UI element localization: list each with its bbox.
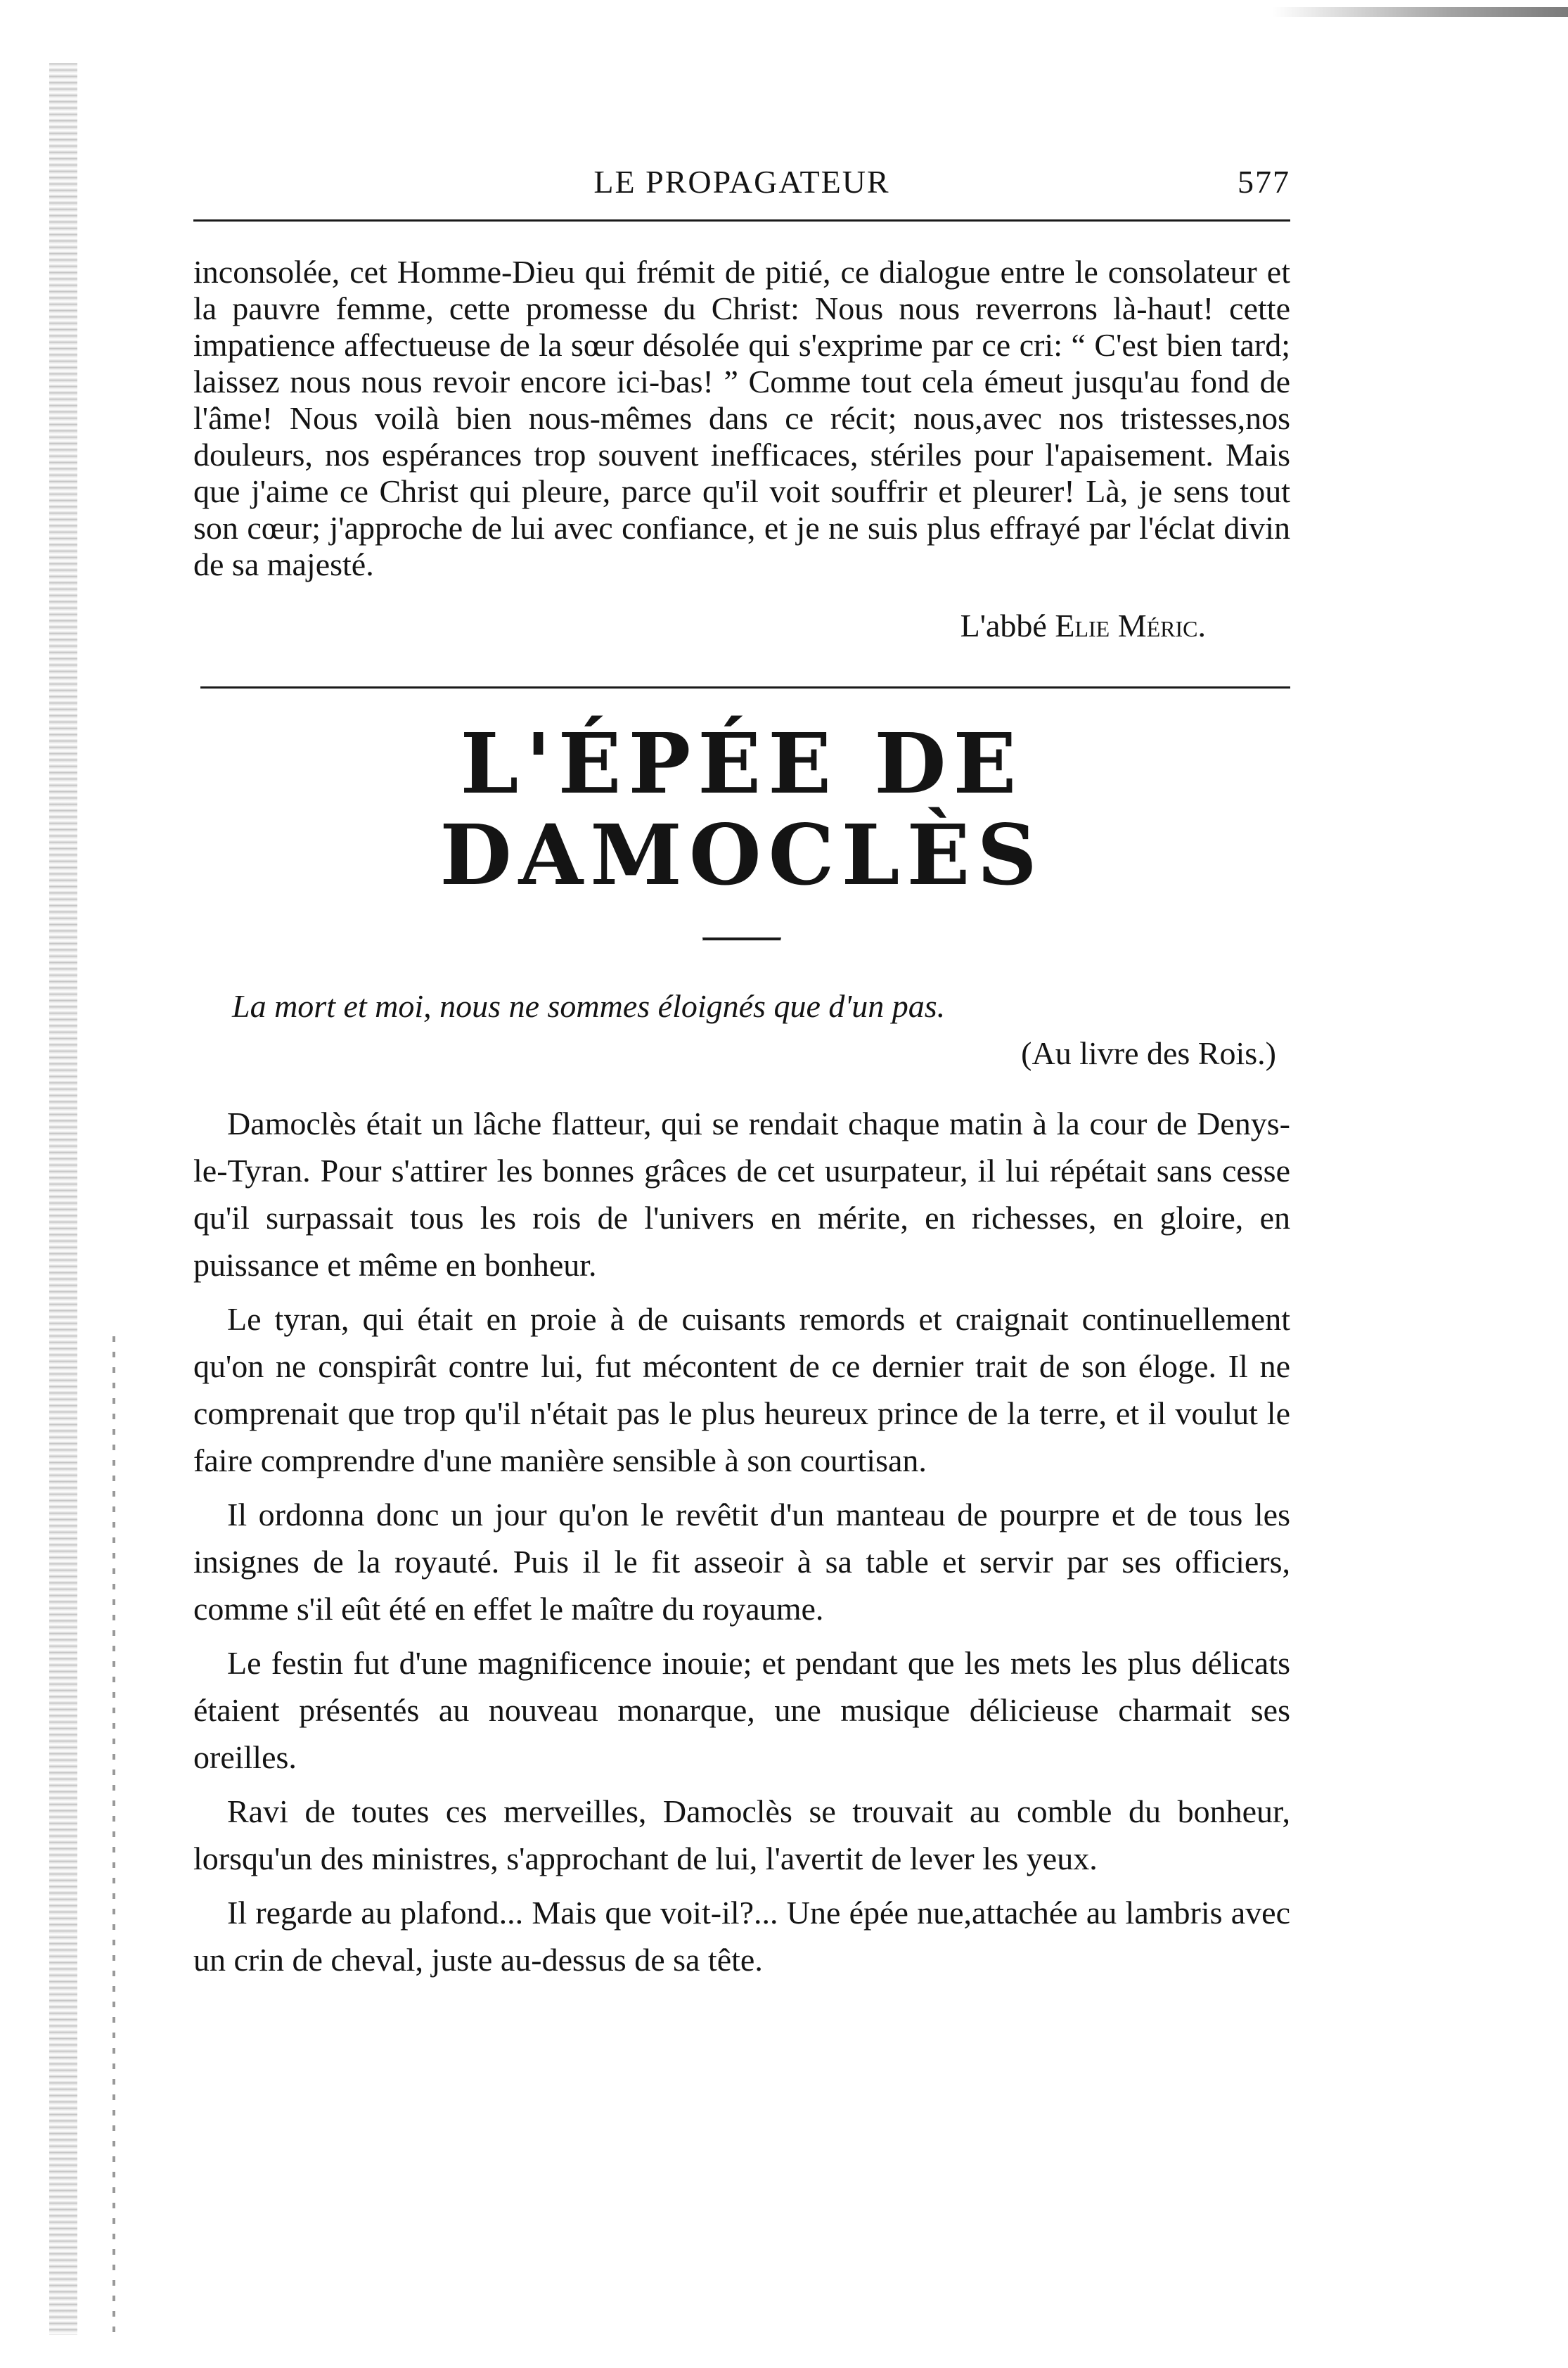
previous-article-ending — [193, 254, 1290, 583]
paragraph: Il regarde au plafond... Mais que voit-il?... Une épée nue,attachée au lambris avec un crin de cheval, juste au-dessus de sa tête. — [193, 1895, 1290, 1978]
paragraph: Damoclès était un lâche flatteur, qui se rendait chaque matin à la cour de Denys-le-Tyran. Pour s'attirer les bonnes grâces de cet usurpateur, il lui répétait sans cesse qu'il surpassait tous les rois de l'univers en mérite, en richesses, en gloire, en puissance et même en bonheur. — [193, 1106, 1290, 1283]
article-title: L'ÉPÉE DE DAMOCLÈS — [439, 715, 1044, 904]
paragraph: Ravi de toutes ces merveilles, Damoclès se trouvait au comble du bonheur, lorsqu'un des ministres, s'approchant de lui, l'avertit de lever les yeux. — [193, 1793, 1290, 1876]
previous-article-text: inconsolée, cet Homme-Dieu qui frémit de pitié, ce dialogue entre le consolateur et la pauvre femme, cette promesse du Christ: Nous nous reverrons là-haut! cette impatience affectueuse de la sœur désolée qui s'exprime par ce cri: “ C'est bien tard; laissez nous nous revoir encore ici-bas! ” Comme tout cela émeut jusqu'au fond de l'âme! Nous voilà bien nous-mêmes dans ce récit; nous,avec nos tristesses,nos douleurs, nos espérances trop souvent inefficaces, stériles pour l'apaisement. Mais que j'aime ce Christ qui pleure, parce qu'il voit souffrir et pleurer! Là, je sens tout son cœur; j'approche de lui avec confiance, et je ne suis plus effrayé par l'éclat divin de sa majesté. — [193, 254, 1290, 582]
title-short-rule — [702, 937, 781, 941]
header-rule — [193, 219, 1290, 222]
running-header — [193, 155, 1290, 204]
epigraph: La mort et moi, nous ne sommes éloignés que d'un pas. — [232, 988, 946, 1024]
paragraph: Le tyran, qui était en proie à de cuisants remords et craignait continuellement qu'on ne conspirât contre lui, fut mécontent de ce dernier trait de son éloge. Il ne comprenait que trop qu'il n'était pas le plus heureux prince de la terre, et il voulut le faire comprendre d'une manière sensible à son courtisan. — [193, 1301, 1290, 1478]
scanned-margin-mark — [113, 1336, 115, 2335]
scan-edge-mark — [1273, 7, 1568, 17]
page-number: 577 — [1238, 164, 1290, 200]
section-divider — [200, 686, 1290, 689]
signature-prefix: L'abbé — [960, 608, 1047, 644]
book-page — [193, 155, 1290, 1983]
paragraph: Il ordonna donc un jour qu'on le revêtit d'un manteau de pourpre et de tous les insignes de la royauté. Puis il le fit asseoir à sa table et servir par ses officiers, comme s'il eût été en effet le maître du royaume. — [193, 1497, 1290, 1627]
signature-name: Elie Méric. — [1055, 608, 1206, 644]
article-body — [193, 1100, 1290, 1983]
running-title: LE PROPAGATEUR — [593, 164, 890, 200]
author-signature — [193, 607, 1290, 644]
scanned-spine-edge — [49, 63, 77, 2335]
paragraph: Le festin fut d'une magnificence inouie; et pendant que les mets les plus délicats étaient présentés au nouveau monarque, une musique délicieuse charmait ses oreilles. — [193, 1645, 1290, 1775]
epigraph-source: (Au livre des Rois.) — [1021, 1035, 1276, 1071]
